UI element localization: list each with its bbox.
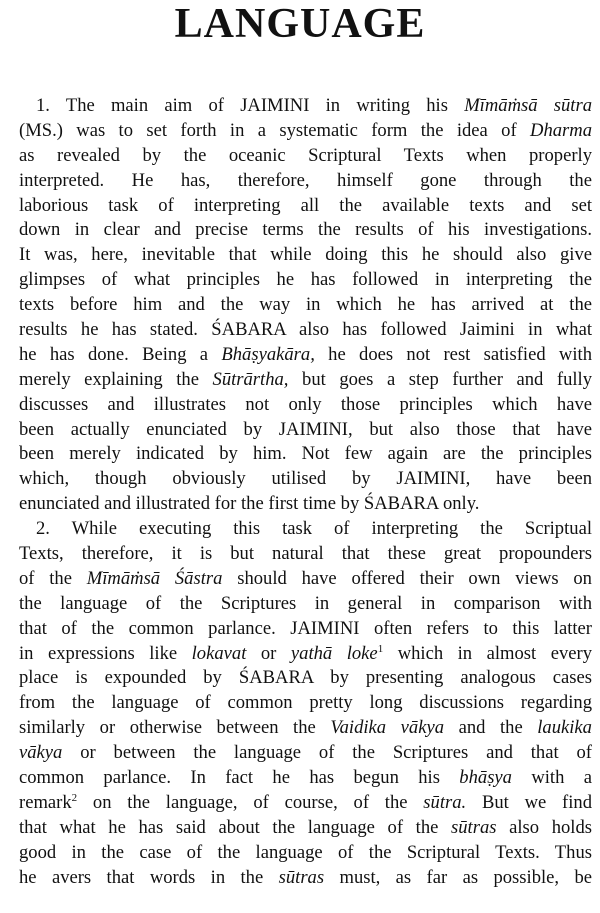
italic-term: Mīmāṁsā Śāstra <box>86 567 223 589</box>
text-line: that what he has said about the language of the sūtras also holds <box>19 816 592 838</box>
italic-term: Sūtrārtha, <box>212 368 289 390</box>
text-line: down in clear and precise terms the results of his investigations. <box>19 219 592 241</box>
italic-term: sūtras <box>278 866 325 888</box>
text-line: Texts, therefore, it is but natural that these great propounders <box>19 543 592 565</box>
text-line: as revealed by the oceanic Scriptural Texts when properly <box>19 144 592 166</box>
text-line: results he has stated. ŚABARA also has followed Jaimini in what <box>19 319 592 341</box>
text-line: enunciated and illustrated for the first time by ŚABARA only. <box>19 493 480 515</box>
text-line: he avers that words in the sūtras must, as far as possible, be <box>19 866 592 888</box>
text-line: he has done. Being a Bhāṣyakāra, he does not rest satisfied with <box>19 343 592 365</box>
text-line: remark$^2$ on the language, of course, of the sūtra. But we find <box>19 791 592 813</box>
text-line: been merely indicated by him. Not few again are the principles <box>19 443 592 465</box>
text-line: that of the common parlance. JAIMINI often refers to this latter <box>19 617 592 639</box>
text-line: good in the case of the language of the Scriptural Texts. Thus <box>19 841 592 863</box>
text-line: texts before him and the way in which he has arrived at the <box>19 294 592 316</box>
text-line: vākya or between the language of the Scriptures and that of <box>19 742 592 764</box>
text-line: merely explaining the Sūtrārtha, but goes a step further and fully <box>19 368 592 390</box>
italic-term: Dharma <box>530 119 592 141</box>
paragraph-2 <box>19 517 592 890</box>
text-line: discusses and illustrates not only those principles which have <box>19 393 592 415</box>
italic-term: Mīmāṁsā sūtra <box>464 95 592 116</box>
italic-term: Bhāṣyakāra, <box>221 343 315 365</box>
italic-term: vākya <box>19 742 63 764</box>
text-line: glimpses of what principles he has followed in interpreting the <box>19 269 592 291</box>
text-line: It was, here, inevitable that while doing this he should also give <box>19 244 592 266</box>
text-line: been actually enunciated by JAIMINI, but also those that have <box>19 418 592 440</box>
text-line: which, though obviously utilised by JAIMINI, have been <box>19 468 592 490</box>
text-line: 2. While executing this task of interpreting the Scriptual <box>36 518 592 540</box>
text-line: from the language of common pretty long discussions regarding <box>19 692 592 714</box>
italic-term: sūtras <box>451 816 497 838</box>
text-line: laborious task of interpreting all the available texts and set <box>19 194 592 216</box>
italic-term: bhāṣya <box>459 767 512 789</box>
italic-term: laukika <box>537 717 592 739</box>
text-line: interpreted. He has, therefore, himself gone through the <box>19 169 592 191</box>
text-line: the language of the Scriptures in general in comparison with <box>19 592 592 614</box>
body-text <box>19 94 592 891</box>
page-title: LANGUAGE <box>174 1 426 47</box>
text-line: similarly or otherwise between the Vaidika vākya and the laukika <box>19 717 592 739</box>
text-line: common parlance. In fact he has begun his bhāṣya with a <box>19 767 592 789</box>
footnote-marker: 1 <box>377 642 384 655</box>
italic-term: lokavat <box>191 642 247 664</box>
text-line: in expressions like lokavat or yathā loke$^1$ which in almost every <box>19 642 592 664</box>
text-line: 1. The main aim of JAIMINI in writing his Mīmāṁsā sūtra <box>36 95 592 116</box>
italic-term: Vaidika vākya <box>330 717 445 739</box>
footnote-marker: 2 <box>71 791 78 804</box>
italic-term: yathā loke <box>290 642 378 664</box>
italic-term: sūtra. <box>423 791 467 813</box>
paragraph-1 <box>19 94 592 517</box>
text-line: of the Mīmāṁsā Śāstra should have offered their own views on <box>19 567 592 589</box>
text-line: place is expounded by ŚABARA by presenting analogous cases <box>19 667 592 689</box>
text-line: (MS.) was to set forth in a systematic form the idea of Dharma <box>19 119 592 141</box>
